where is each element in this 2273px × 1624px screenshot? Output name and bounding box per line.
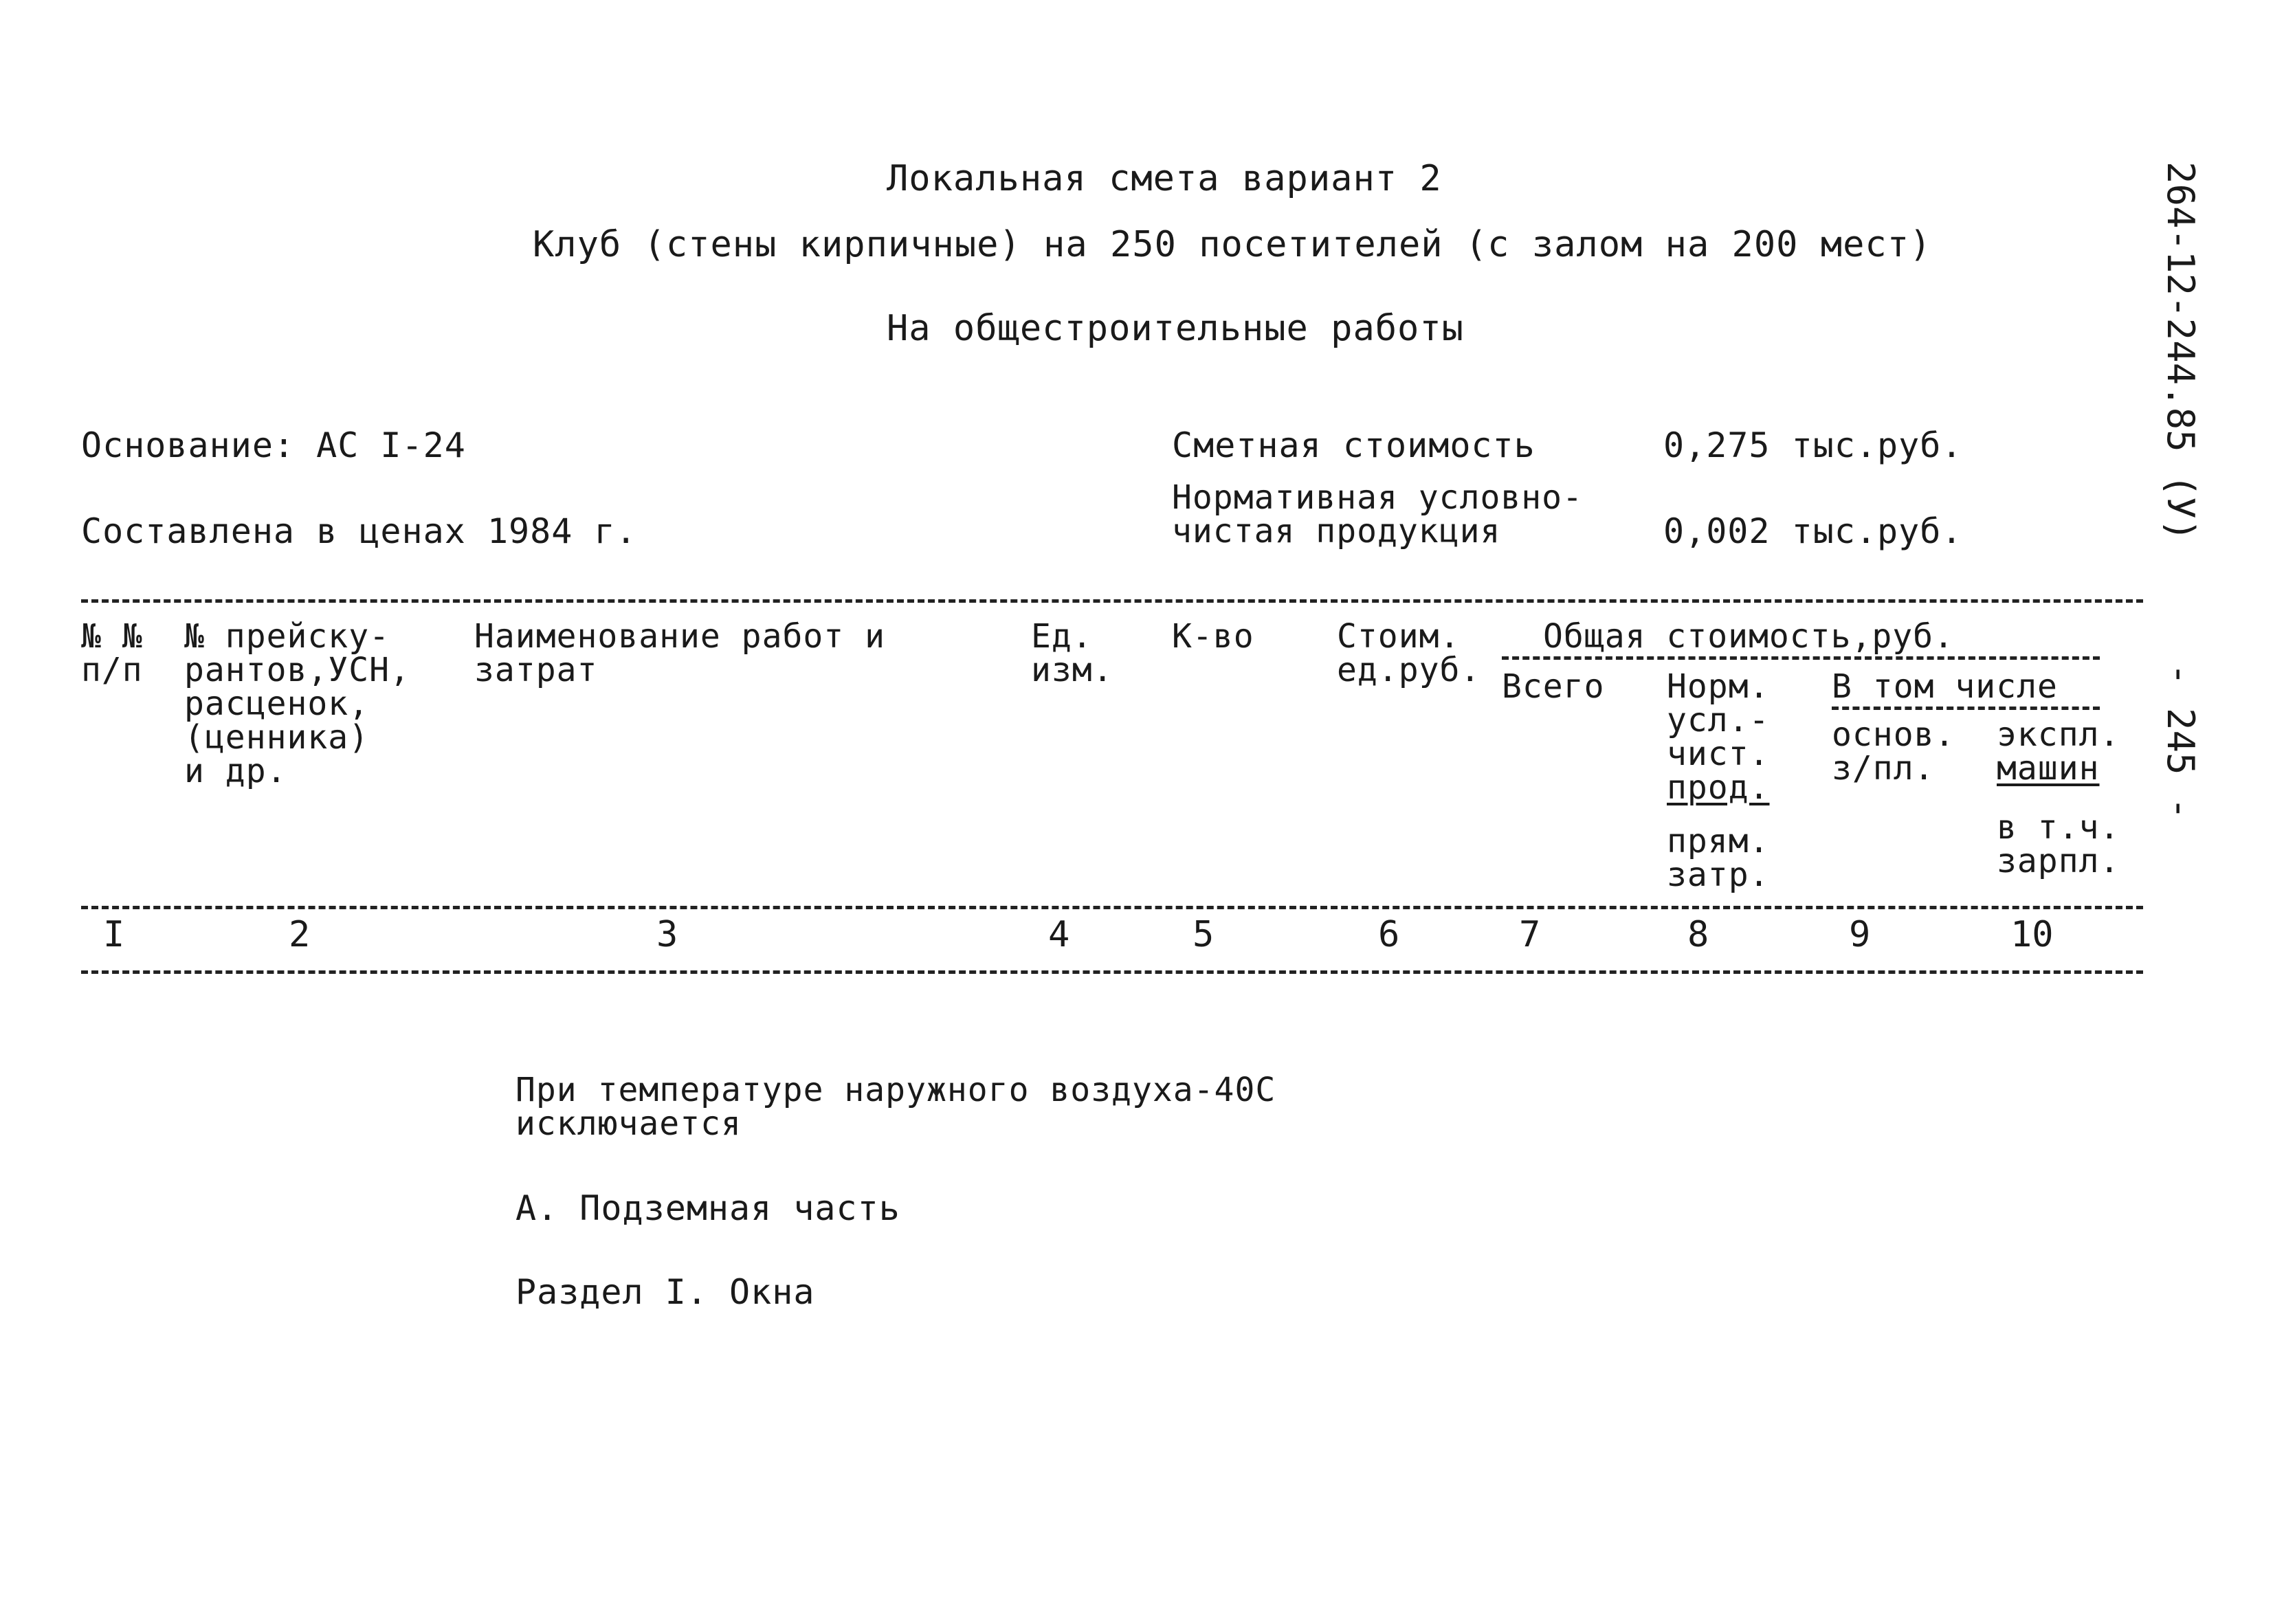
object-title: Клуб (стены кирпичные) на 250 посетителей (с залом на 200 мест) <box>533 224 1932 265</box>
column-number: 10 <box>2010 914 2054 955</box>
col-header-normative-top: Норм. усл.- чист. <box>1667 667 1770 773</box>
col-header-unit-cost: Стоим. ед.руб. <box>1337 617 1481 689</box>
normative-product-label: Нормативная условно- чистая продукция <box>1172 478 1583 550</box>
column-number: 3 <box>656 914 678 955</box>
col-header-base-salary: основ. з/пл. <box>1832 715 1955 788</box>
col-header-normative-product: прод. <box>1667 768 1770 807</box>
col-header-machine-top: экспл. <box>1997 715 2120 754</box>
normative-product-value: 0,002 тыс.руб. <box>1663 511 1963 551</box>
col-header-unit: Ед. изм. <box>1031 617 1113 689</box>
including-rule <box>1832 707 2100 710</box>
column-number: 8 <box>1687 914 1709 955</box>
column-number: 9 <box>1849 914 1871 955</box>
basis-text: Основание: АС I-24 <box>81 425 466 465</box>
col-header-total: Всего <box>1502 667 1605 706</box>
prices-text: Составлена в ценах 1984 г. <box>81 511 637 551</box>
page-number: - 245 - <box>2159 663 2202 820</box>
estimated-cost-label: Сметная стоимость <box>1172 425 1535 465</box>
column-number: 6 <box>1378 914 1400 955</box>
col-header-work-name: Наименование работ и затрат <box>474 617 885 689</box>
column-number: 2 <box>289 914 311 955</box>
col-group-total-cost: Общая стоимость,руб. <box>1543 617 1954 656</box>
document-code: 264-12-244.85 (У) <box>2159 162 2202 542</box>
col-header-price-list: № прейску- рантов,УСН, расценок, (ценника) и др. <box>184 617 410 790</box>
part-heading: А. Подземная часть <box>515 1188 900 1228</box>
col-header-machine-salary: в т.ч. зарпл. <box>1997 808 2120 880</box>
column-number: 5 <box>1193 914 1215 955</box>
section-heading: Раздел I. Окна <box>515 1272 815 1312</box>
column-number: 7 <box>1519 914 1541 955</box>
col-header-quantity: К-во <box>1172 617 1254 656</box>
document-title: Локальная смета вариант 2 <box>887 158 1442 199</box>
table-header-end-rule <box>81 970 2143 974</box>
temperature-note: При температуре наружного воздуха-40С исключается <box>515 1071 1276 1143</box>
works-title: На общестроительные работы <box>887 308 1464 349</box>
header-bottom-rule <box>81 906 2143 909</box>
total-cost-rule <box>1502 656 2100 660</box>
estimated-cost-value: 0,275 тыс.руб. <box>1663 425 1963 465</box>
col-header-row-number: № № п/п <box>81 617 143 689</box>
col-header-machine-operation: машин <box>1997 749 2100 788</box>
column-number: 4 <box>1048 914 1070 955</box>
col-header-direct-costs: прям. затр. <box>1667 822 1770 894</box>
column-number: I <box>103 914 125 955</box>
table-top-rule <box>81 599 2143 603</box>
col-group-including: В том числе <box>1832 667 2058 706</box>
